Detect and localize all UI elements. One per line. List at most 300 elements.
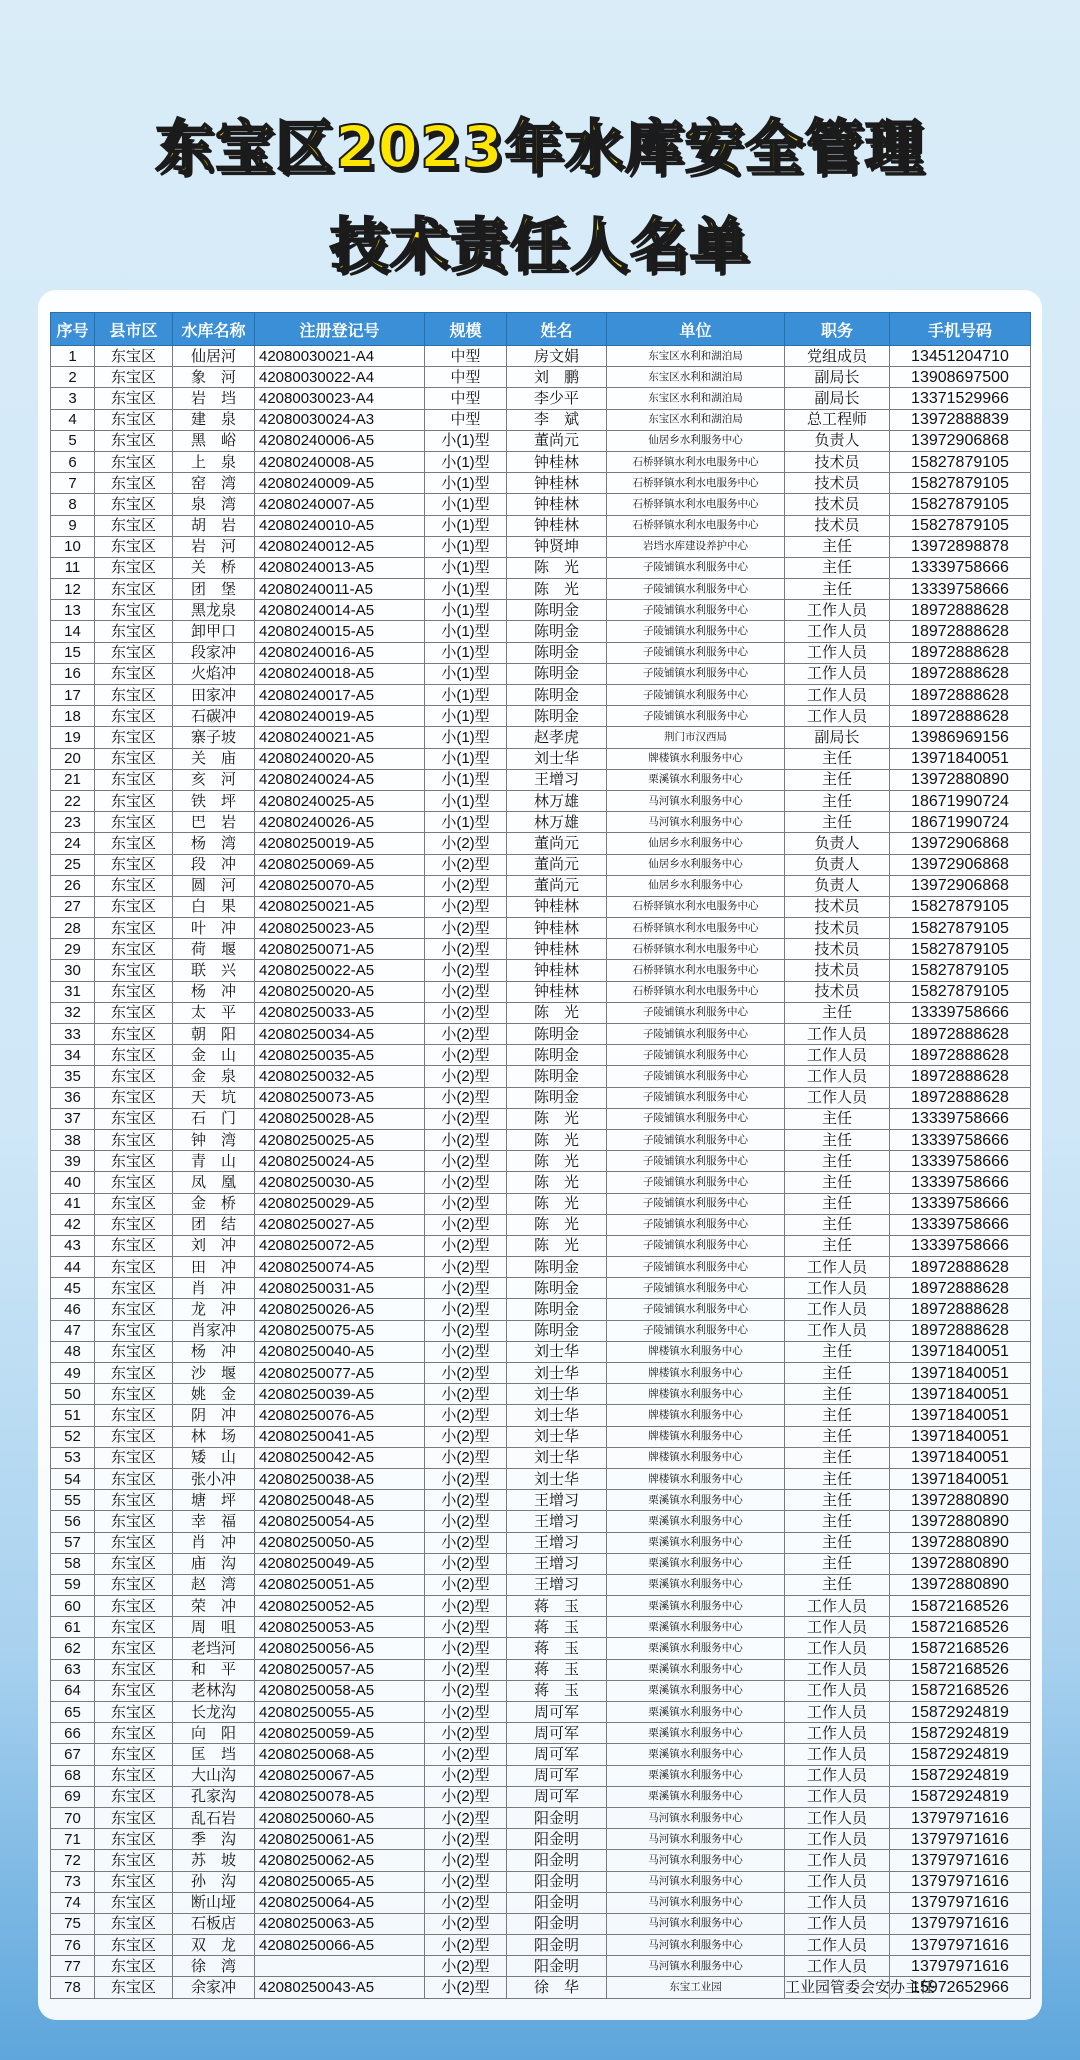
col-index: 57 <box>51 1532 95 1553</box>
col-unit: 石桥驿镇水利水电服务中心 <box>607 896 785 917</box>
table-row <box>51 451 1031 472</box>
table-row <box>51 1617 1031 1638</box>
col-scale: 小(2)型 <box>425 1405 507 1426</box>
col-name: 阳金明 <box>507 1871 607 1892</box>
col-index: 11 <box>51 557 95 578</box>
col-phone: 15872168526 <box>890 1638 1031 1659</box>
col-reg-no: 42080030021-A4 <box>255 346 425 367</box>
col-unit: 栗溪镇水利服务中心 <box>607 1765 785 1786</box>
col-county: 东宝区 <box>95 854 173 875</box>
col-position: 工作人员 <box>785 1087 890 1108</box>
col-phone: 15827879105 <box>890 473 1031 494</box>
col-scale: 小(1)型 <box>425 621 507 642</box>
col-reg-no: 42080250060-A5 <box>255 1807 425 1828</box>
col-reservoir: 石 门 <box>173 1108 255 1129</box>
col-unit: 牌楼镇水利服务中心 <box>607 1468 785 1489</box>
table-row <box>51 473 1031 494</box>
col-phone: 13971840051 <box>890 1468 1031 1489</box>
col-name: 阳金明 <box>507 1913 607 1934</box>
col-unit: 子陵铺镇水利服务中心 <box>607 1214 785 1235</box>
col-reservoir: 圆 河 <box>173 875 255 896</box>
col-county: 东宝区 <box>95 1850 173 1871</box>
col-phone: 15872924819 <box>890 1786 1031 1807</box>
col-scale: 小(2)型 <box>425 1384 507 1405</box>
col-index: 77 <box>51 1956 95 1977</box>
col-unit: 石桥驿镇水利水电服务中心 <box>607 473 785 494</box>
col-index: 36 <box>51 1087 95 1108</box>
col-reservoir: 肖 冲 <box>173 1278 255 1299</box>
col-name: 陈 光 <box>507 1235 607 1256</box>
col-phone: 13797971616 <box>890 1935 1031 1956</box>
col-position: 主任 <box>785 1235 890 1256</box>
table-row <box>51 1680 1031 1701</box>
col-name: 陈 光 <box>507 1129 607 1150</box>
col-unit: 马河镇水利服务中心 <box>607 790 785 811</box>
col-reg-no: 42080250034-A5 <box>255 1024 425 1045</box>
col-position: 党组成员 <box>785 346 890 367</box>
col-unit: 仙居乡水利服务中心 <box>607 430 785 451</box>
col-position: 工作人员 <box>785 1320 890 1341</box>
col-unit: 栗溪镇水利服务中心 <box>607 1574 785 1595</box>
col-phone: 13371529966 <box>890 388 1031 409</box>
col-name: 陈 光 <box>507 1193 607 1214</box>
col-name: 林万雄 <box>507 812 607 833</box>
col-scale: 小(1)型 <box>425 769 507 790</box>
col-reg-no: 42080250032-A5 <box>255 1066 425 1087</box>
col-unit: 栗溪镇水利服务中心 <box>607 1659 785 1680</box>
col-unit: 子陵铺镇水利服务中心 <box>607 1151 785 1172</box>
col-index: 60 <box>51 1596 95 1617</box>
col-phone: 18972888628 <box>890 1278 1031 1299</box>
col-position: 主任 <box>785 1193 890 1214</box>
col-index: 21 <box>51 769 95 790</box>
table-row <box>51 1193 1031 1214</box>
col-position: 主任 <box>785 1214 890 1235</box>
col-position: 主任 <box>785 1574 890 1595</box>
col-scale: 中型 <box>425 367 507 388</box>
col-position: 副局长 <box>785 367 890 388</box>
col-index: 65 <box>51 1702 95 1723</box>
col-name: 阳金明 <box>507 1892 607 1913</box>
col-phone: 13972880890 <box>890 1574 1031 1595</box>
col-scale: 小(2)型 <box>425 1214 507 1235</box>
col-scale: 小(2)型 <box>425 1956 507 1977</box>
col-county: 东宝区 <box>95 706 173 727</box>
col-position: 技术员 <box>785 896 890 917</box>
col-index: 40 <box>51 1172 95 1193</box>
col-phone: 13339758666 <box>890 1172 1031 1193</box>
col-name: 钟桂林 <box>507 939 607 960</box>
page-title-line1: 东宝区2023年水库安全管理 <box>155 113 925 181</box>
table-row <box>51 896 1031 917</box>
col-name: 董尚元 <box>507 854 607 875</box>
col-reg-no: 42080250073-A5 <box>255 1087 425 1108</box>
col-index: 73 <box>51 1871 95 1892</box>
col-phone: 13972888839 <box>890 409 1031 430</box>
col-name: 阳金明 <box>507 1935 607 1956</box>
col-name: 陈 光 <box>507 579 607 600</box>
col-reservoir: 苏 坡 <box>173 1850 255 1871</box>
col-name: 房文娟 <box>507 346 607 367</box>
col-unit: 石桥驿镇水利水电服务中心 <box>607 981 785 1002</box>
col-index: 35 <box>51 1066 95 1087</box>
table-row <box>51 1532 1031 1553</box>
col-reservoir: 寨子坡 <box>173 727 255 748</box>
col-reg-no: 42080250020-A5 <box>255 981 425 1002</box>
col-reg-no: 42080250052-A5 <box>255 1596 425 1617</box>
col-county: 东宝区 <box>95 812 173 833</box>
col-scale: 小(2)型 <box>425 1108 507 1129</box>
table-row <box>51 1278 1031 1299</box>
col-phone: 13971840051 <box>890 748 1031 769</box>
col-phone: 15827879105 <box>890 494 1031 515</box>
col-position: 主任 <box>785 1532 890 1553</box>
col-index: 55 <box>51 1490 95 1511</box>
col-reg-no: 42080250057-A5 <box>255 1659 425 1680</box>
col-position: 工作人员 <box>785 1257 890 1278</box>
header-col-reg-no: 注册登记号 <box>255 313 425 346</box>
col-county: 东宝区 <box>95 1680 173 1701</box>
col-reg-no: 42080250038-A5 <box>255 1468 425 1489</box>
col-scale: 小(2)型 <box>425 1066 507 1087</box>
col-position: 工作人员 <box>785 1956 890 1977</box>
col-phone: 13797971616 <box>890 1829 1031 1850</box>
col-phone: 13971840051 <box>890 1384 1031 1405</box>
col-reservoir: 关 庙 <box>173 748 255 769</box>
col-position: 工作人员 <box>785 1066 890 1087</box>
col-county: 东宝区 <box>95 1596 173 1617</box>
col-name: 陈 光 <box>507 1151 607 1172</box>
col-phone: 15827879105 <box>890 515 1031 536</box>
col-reservoir: 荷 堰 <box>173 939 255 960</box>
col-index: 18 <box>51 706 95 727</box>
col-reg-no: 42080250049-A5 <box>255 1553 425 1574</box>
col-index: 15 <box>51 642 95 663</box>
header-col-position: 职务 <box>785 313 890 346</box>
col-position: 工作人员 <box>785 1680 890 1701</box>
col-index: 45 <box>51 1278 95 1299</box>
col-scale: 小(2)型 <box>425 1320 507 1341</box>
col-unit: 栗溪镇水利服务中心 <box>607 1596 785 1617</box>
col-reservoir: 金 泉 <box>173 1066 255 1087</box>
col-index: 54 <box>51 1468 95 1489</box>
col-unit: 东宝工业园 <box>607 1977 785 1998</box>
col-phone: 13908697500 <box>890 367 1031 388</box>
table-row <box>51 1426 1031 1447</box>
col-reservoir: 朝 阳 <box>173 1024 255 1045</box>
col-county: 东宝区 <box>95 1363 173 1384</box>
table-row <box>51 1045 1031 1066</box>
col-reservoir: 石板店 <box>173 1913 255 1934</box>
col-reservoir: 关 桥 <box>173 557 255 578</box>
col-position: 主任 <box>785 1129 890 1150</box>
col-index: 41 <box>51 1193 95 1214</box>
col-reg-no: 42080240013-A5 <box>255 557 425 578</box>
col-county: 东宝区 <box>95 1977 173 1998</box>
col-index: 7 <box>51 473 95 494</box>
table-row <box>51 1468 1031 1489</box>
table-row <box>51 1087 1031 1108</box>
col-scale: 小(2)型 <box>425 875 507 896</box>
col-position: 技术员 <box>785 918 890 939</box>
col-index: 27 <box>51 896 95 917</box>
col-county: 东宝区 <box>95 1702 173 1723</box>
col-index: 75 <box>51 1913 95 1934</box>
col-scale: 小(2)型 <box>425 1087 507 1108</box>
col-unit: 子陵铺镇水利服务中心 <box>607 1299 785 1320</box>
col-phone: 15827879105 <box>890 918 1031 939</box>
col-unit: 马河镇水利服务中心 <box>607 1829 785 1850</box>
col-reg-no: 42080250050-A5 <box>255 1532 425 1553</box>
col-name: 王增习 <box>507 1511 607 1532</box>
col-scale: 小(2)型 <box>425 1172 507 1193</box>
col-county: 东宝区 <box>95 769 173 790</box>
col-reg-no: 42080250056-A5 <box>255 1638 425 1659</box>
col-unit: 子陵铺镇水利服务中心 <box>607 621 785 642</box>
col-phone: 15872168526 <box>890 1659 1031 1680</box>
col-phone: 13797971616 <box>890 1850 1031 1871</box>
col-reservoir: 象 河 <box>173 367 255 388</box>
col-reservoir: 矮 山 <box>173 1447 255 1468</box>
col-reservoir: 肖 冲 <box>173 1532 255 1553</box>
col-reg-no: 42080250069-A5 <box>255 854 425 875</box>
table-row <box>51 748 1031 769</box>
col-name: 陈 光 <box>507 1214 607 1235</box>
table-row <box>51 960 1031 981</box>
col-phone: 15827879105 <box>890 981 1031 1002</box>
col-unit: 马河镇水利服务中心 <box>607 1871 785 1892</box>
col-phone: 13339758666 <box>890 1002 1031 1023</box>
col-reg-no: 42080250021-A5 <box>255 896 425 917</box>
col-scale: 中型 <box>425 346 507 367</box>
col-reservoir: 庙 沟 <box>173 1553 255 1574</box>
col-reservoir: 周 咀 <box>173 1617 255 1638</box>
col-unit: 马河镇水利服务中心 <box>607 1913 785 1934</box>
col-phone: 18671990724 <box>890 790 1031 811</box>
col-county: 东宝区 <box>95 1024 173 1045</box>
col-reg-no: 42080240011-A5 <box>255 579 425 600</box>
col-phone: 18972888628 <box>890 685 1031 706</box>
col-county: 东宝区 <box>95 1172 173 1193</box>
table-row <box>51 1214 1031 1235</box>
col-name: 钟桂林 <box>507 494 607 515</box>
col-name: 陈明金 <box>507 642 607 663</box>
col-unit: 岩垱水库建设养护中心 <box>607 536 785 557</box>
col-scale: 小(1)型 <box>425 451 507 472</box>
col-county: 东宝区 <box>95 367 173 388</box>
col-county: 东宝区 <box>95 1447 173 1468</box>
col-reg-no: 42080240016-A5 <box>255 642 425 663</box>
col-position: 主任 <box>785 579 890 600</box>
col-reg-no: 42080240007-A5 <box>255 494 425 515</box>
col-index: 33 <box>51 1024 95 1045</box>
col-phone: 13972906868 <box>890 854 1031 875</box>
col-county: 东宝区 <box>95 727 173 748</box>
col-position: 技术员 <box>785 494 890 515</box>
col-name: 陈明金 <box>507 1066 607 1087</box>
table-row <box>51 706 1031 727</box>
col-county: 东宝区 <box>95 748 173 769</box>
col-phone: 13339758666 <box>890 1214 1031 1235</box>
col-index: 72 <box>51 1850 95 1871</box>
col-scale: 小(1)型 <box>425 557 507 578</box>
col-index: 13 <box>51 600 95 621</box>
col-phone: 13971840051 <box>890 1405 1031 1426</box>
col-phone: 15872924819 <box>890 1702 1031 1723</box>
col-county: 东宝区 <box>95 1426 173 1447</box>
col-county: 东宝区 <box>95 1384 173 1405</box>
col-index: 29 <box>51 939 95 960</box>
col-scale: 小(1)型 <box>425 515 507 536</box>
col-phone: 18972888628 <box>890 1087 1031 1108</box>
col-position: 负责人 <box>785 430 890 451</box>
col-unit: 牌楼镇水利服务中心 <box>607 1426 785 1447</box>
table-header-row <box>51 313 1031 346</box>
col-name: 蒋 玉 <box>507 1680 607 1701</box>
col-reg-no: 42080250025-A5 <box>255 1129 425 1150</box>
table-row <box>51 1638 1031 1659</box>
col-phone: 18972888628 <box>890 1257 1031 1278</box>
col-reservoir: 肖家冲 <box>173 1320 255 1341</box>
col-name: 陈明金 <box>507 1024 607 1045</box>
col-index: 56 <box>51 1511 95 1532</box>
col-position: 工作人员 <box>785 1871 890 1892</box>
col-name: 周可军 <box>507 1765 607 1786</box>
col-position: 主任 <box>785 1363 890 1384</box>
col-name: 陈 光 <box>507 1108 607 1129</box>
table-row <box>51 1235 1031 1256</box>
col-scale: 小(2)型 <box>425 1151 507 1172</box>
col-scale: 小(2)型 <box>425 1193 507 1214</box>
col-phone: 18972888628 <box>890 1024 1031 1045</box>
col-position: 工作人员 <box>785 1765 890 1786</box>
col-index: 16 <box>51 663 95 684</box>
col-index: 46 <box>51 1299 95 1320</box>
col-scale: 小(2)型 <box>425 918 507 939</box>
col-scale: 小(1)型 <box>425 663 507 684</box>
col-position: 主任 <box>785 536 890 557</box>
col-reg-no: 42080240021-A5 <box>255 727 425 748</box>
table-row <box>51 1511 1031 1532</box>
col-reservoir: 张小冲 <box>173 1468 255 1489</box>
col-position: 工作人员 <box>785 1850 890 1871</box>
col-phone: 13339758666 <box>890 1235 1031 1256</box>
col-unit: 子陵铺镇水利服务中心 <box>607 1002 785 1023</box>
col-county: 东宝区 <box>95 1956 173 1977</box>
col-reservoir: 上 泉 <box>173 451 255 472</box>
col-name: 阳金明 <box>507 1850 607 1871</box>
col-unit: 石桥驿镇水利水电服务中心 <box>607 918 785 939</box>
col-county: 东宝区 <box>95 473 173 494</box>
col-reservoir: 余家冲 <box>173 1977 255 1998</box>
col-position: 工作人员 <box>785 1829 890 1850</box>
col-reg-no: 42080240018-A5 <box>255 663 425 684</box>
col-reg-no: 42080250054-A5 <box>255 1511 425 1532</box>
table-row <box>51 494 1031 515</box>
col-name: 董尚元 <box>507 430 607 451</box>
col-county: 东宝区 <box>95 1045 173 1066</box>
col-position: 主任 <box>785 1426 890 1447</box>
col-reservoir: 铁 坪 <box>173 790 255 811</box>
col-reservoir: 段家冲 <box>173 642 255 663</box>
col-position: 工作人员 <box>785 685 890 706</box>
col-reservoir: 叶 冲 <box>173 918 255 939</box>
col-unit: 石桥驿镇水利水电服务中心 <box>607 494 785 515</box>
col-index: 63 <box>51 1659 95 1680</box>
col-reg-no: 42080240012-A5 <box>255 536 425 557</box>
col-phone: 18972888628 <box>890 663 1031 684</box>
col-position: 副局长 <box>785 388 890 409</box>
col-county: 东宝区 <box>95 1511 173 1532</box>
col-unit: 牌楼镇水利服务中心 <box>607 1447 785 1468</box>
col-unit: 荆门市汉西局 <box>607 727 785 748</box>
col-reservoir: 和 平 <box>173 1659 255 1680</box>
col-unit: 马河镇水利服务中心 <box>607 1850 785 1871</box>
col-phone: 18972888628 <box>890 1320 1031 1341</box>
col-reg-no: 42080030022-A4 <box>255 367 425 388</box>
col-county: 东宝区 <box>95 1002 173 1023</box>
col-phone: 13972906868 <box>890 875 1031 896</box>
table-row <box>51 1765 1031 1786</box>
col-reg-no: 42080250058-A5 <box>255 1680 425 1701</box>
col-county: 东宝区 <box>95 1553 173 1574</box>
table-row <box>51 1553 1031 1574</box>
col-name: 周可军 <box>507 1723 607 1744</box>
col-position: 主任 <box>785 1468 890 1489</box>
col-name: 钟桂林 <box>507 896 607 917</box>
col-reg-no: 42080240026-A5 <box>255 812 425 833</box>
col-index: 64 <box>51 1680 95 1701</box>
col-county: 东宝区 <box>95 1087 173 1108</box>
col-reservoir: 杨 湾 <box>173 833 255 854</box>
table-row <box>51 388 1031 409</box>
col-reservoir: 石碳冲 <box>173 706 255 727</box>
col-county: 东宝区 <box>95 621 173 642</box>
table-row <box>51 918 1031 939</box>
col-reservoir: 向 阳 <box>173 1723 255 1744</box>
table-row <box>51 1977 1031 1998</box>
col-position: 主任 <box>785 1172 890 1193</box>
col-county: 东宝区 <box>95 1320 173 1341</box>
col-reg-no: 42080250053-A5 <box>255 1617 425 1638</box>
col-scale: 小(2)型 <box>425 1278 507 1299</box>
col-scale: 小(2)型 <box>425 1426 507 1447</box>
col-scale: 小(2)型 <box>425 1447 507 1468</box>
col-scale: 小(1)型 <box>425 579 507 600</box>
col-county: 东宝区 <box>95 1468 173 1489</box>
col-reservoir: 姚 金 <box>173 1384 255 1405</box>
col-reservoir: 长龙沟 <box>173 1702 255 1723</box>
col-position: 工作人员 <box>785 1935 890 1956</box>
col-reservoir: 杨 冲 <box>173 981 255 1002</box>
col-position: 工作人员 <box>785 1659 890 1680</box>
col-county: 东宝区 <box>95 1617 173 1638</box>
col-reservoir: 岩 垱 <box>173 388 255 409</box>
col-county: 东宝区 <box>95 642 173 663</box>
col-reg-no: 42080240020-A5 <box>255 748 425 769</box>
col-reg-no: 42080240017-A5 <box>255 685 425 706</box>
col-reservoir: 钟 湾 <box>173 1129 255 1150</box>
col-index: 14 <box>51 621 95 642</box>
col-unit: 仙居乡水利服务中心 <box>607 854 785 875</box>
col-reservoir: 龙 冲 <box>173 1299 255 1320</box>
table-row <box>51 1490 1031 1511</box>
col-unit: 牌楼镇水利服务中心 <box>607 1405 785 1426</box>
col-position: 主任 <box>785 1341 890 1362</box>
col-county: 东宝区 <box>95 685 173 706</box>
col-reservoir: 徐 湾 <box>173 1956 255 1977</box>
col-position: 主任 <box>785 1553 890 1574</box>
